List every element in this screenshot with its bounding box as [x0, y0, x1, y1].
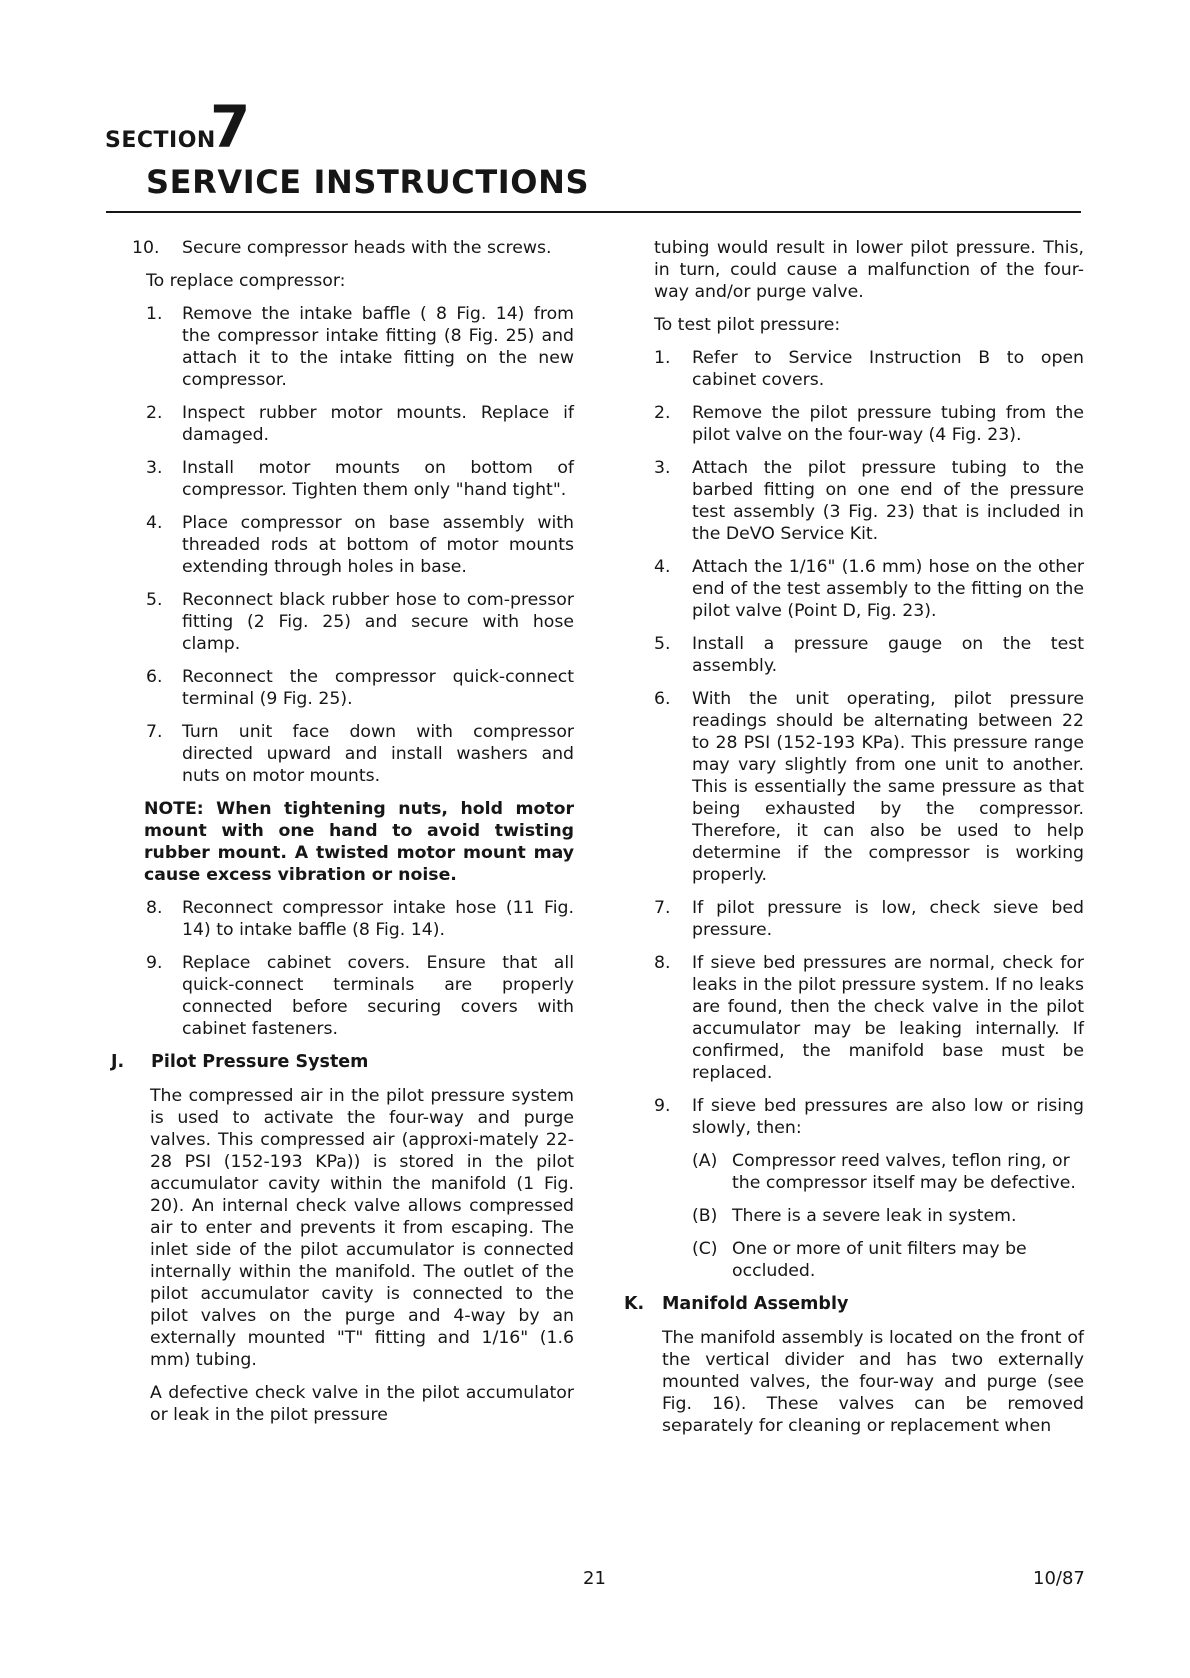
section-number: 7	[210, 93, 251, 161]
list-item	[654, 952, 1084, 1084]
step-text: If sieve bed pressures are also low or rising slowly, then:	[692, 1096, 1084, 1138]
step-number: 9.	[146, 953, 163, 973]
paragraph: tubing would result in lower pilot pressure. This, in turn, could cause a malfunction of the four-way and/or purge valve.	[654, 238, 1084, 302]
list-item	[654, 633, 1084, 677]
list-item	[134, 721, 574, 787]
step-text: Place compressor on base assembly with threaded rods at bottom of motor mounts extending through holes in base.	[182, 513, 574, 577]
left-column	[111, 237, 574, 1437]
step-text: Refer to Service Instruction B to open cabinet covers.	[692, 348, 1084, 390]
section-k-heading	[624, 1293, 1084, 1315]
step-text: Remove the intake baffle ( 8 Fig. 14) from the compressor intake fitting (8 Fig. 25) and attach it to the intake fitting on the new compressor.	[182, 304, 574, 390]
list-item	[134, 952, 574, 1040]
step-number: 1.	[146, 304, 163, 324]
step-number: 9.	[654, 1096, 671, 1116]
step-text: Attach the 1/16" (1.6 mm) hose on the other end of the test assembly to the fitting on the pilot valve (Point D, Fig. 23).	[692, 557, 1084, 621]
sub-letter: (C)	[692, 1239, 718, 1259]
step-text: Install motor mounts on bottom of compressor. Tighten them only "hand tight".	[182, 458, 574, 500]
step-number: 6.	[654, 689, 671, 709]
step-number: 3.	[654, 458, 671, 478]
list-item	[134, 512, 574, 578]
page-number: 21	[583, 1568, 606, 1589]
sub-item	[692, 1205, 1084, 1227]
list-item	[134, 402, 574, 446]
step-number: 10.	[132, 238, 160, 258]
list-item	[654, 402, 1084, 446]
test-intro: To test pilot pressure:	[654, 315, 841, 335]
step-text: Secure compressor heads with the screws.	[182, 238, 552, 258]
paragraph: The manifold assembly is located on the front of the vertical divider and has two externally mounted valves, the four-way and purge (see Fig. 16). These valves can be removed separately for cleaning or replacement when	[662, 1328, 1084, 1436]
step-number: 4.	[654, 557, 671, 577]
step-number: 5.	[146, 590, 163, 610]
step-text: Turn unit face down with compressor directed upward and install washers and nuts on motor mounts.	[182, 722, 574, 786]
step-text: Replace cabinet covers. Ensure that all quick-connect terminals are properly connected before securing covers with cabinet fasteners.	[182, 953, 574, 1039]
step-number: 3.	[146, 458, 163, 478]
step-number: 1.	[654, 348, 671, 368]
section-letter: J.	[111, 1052, 125, 1072]
sub-text: One or more of unit filters may be occluded.	[732, 1239, 1027, 1281]
step-text: Reconnect compressor intake hose (11 Fig. 14) to intake baffle (8 Fig. 14).	[182, 898, 574, 940]
step-number: 8.	[654, 953, 671, 973]
list-item	[654, 347, 1084, 391]
step-number: 6.	[146, 667, 163, 687]
replace-intro: To replace compressor:	[146, 271, 346, 291]
step-text: Inspect rubber motor mounts. Replace if damaged.	[182, 403, 574, 445]
right-column	[624, 237, 1084, 1448]
step-text: Reconnect the compressor quick-connect terminal (9 Fig. 25).	[182, 667, 574, 709]
step-number: 7.	[146, 722, 163, 742]
list-item	[654, 688, 1084, 886]
note-text: NOTE: When tightening nuts, hold motor mount with one hand to avoid twisting rubber mount. A twisted motor mount may cause excess vibration or noise.	[144, 799, 574, 885]
list-item	[134, 666, 574, 710]
list-item	[134, 303, 574, 391]
sub-text: There is a severe leak in system.	[732, 1206, 1017, 1226]
sub-letter: (B)	[692, 1206, 718, 1226]
page-title: SERVICE INSTRUCTIONS	[146, 163, 590, 201]
sub-list	[692, 1150, 1084, 1282]
step-number: 5.	[654, 634, 671, 654]
step-10	[134, 237, 574, 259]
step-text: If pilot pressure is low, check sieve bed pressure.	[692, 898, 1084, 940]
section-title: Pilot Pressure System	[151, 1052, 369, 1072]
step-number: 2.	[146, 403, 163, 423]
step-number: 2.	[654, 403, 671, 423]
step-text: Reconnect black rubber hose to com-pressor fitting (2 Fig. 25) and secure with hose clamp.	[182, 590, 574, 654]
step-text: Attach the pilot pressure tubing to the barbed fitting on one end of the pressure test assembly (3 Fig. 23) that is included in the DeVO Service Kit.	[692, 458, 1084, 544]
step-number: 7.	[654, 898, 671, 918]
section-label: SECTION	[105, 128, 216, 153]
sub-item	[692, 1238, 1084, 1282]
list-item	[654, 1095, 1084, 1139]
step-text: With the unit operating, pilot pressure readings should be alternating between 22 to 28 PSI (152-193 KPa). This pressure range may vary slightly from one unit to another. This is essentially the same pressure as that being exhausted by the compressor. Therefore, it can also be used to help determine if the compressor is working properly.	[692, 689, 1084, 885]
section-title: Manifold Assembly	[662, 1294, 849, 1314]
list-item	[134, 457, 574, 501]
sub-text: Compressor reed valves, teflon ring, or the compressor itself may be defective.	[732, 1151, 1076, 1193]
section-letter: K.	[624, 1294, 645, 1314]
list-item	[134, 589, 574, 655]
step-number: 8.	[146, 898, 163, 918]
list-item	[654, 556, 1084, 622]
paragraph: A defective check valve in the pilot accumulator or leak in the pilot pressure	[150, 1383, 574, 1425]
sub-letter: (A)	[692, 1151, 718, 1171]
header-rule	[106, 211, 1081, 213]
sub-item	[692, 1150, 1084, 1194]
list-item	[654, 897, 1084, 941]
paragraph: The compressed air in the pilot pressure system is used to activate the four-way and purge valves. This compressed air (approxi-mately 22-28 PSI (152-193 KPa)) is stored in the pilot accumulator cavity within the manifold (1 Fig. 20). An internal check valve allows compressed air to enter and prevents it from escaping. The inlet side of the pilot accumulator is connected internally within the manifold. The outlet of the pilot accumulator cavity is connected to the pilot valves on the purge and 4-way by an externally mounted "T" fitting and 1/16" (1.6 mm) tubing.	[150, 1086, 574, 1370]
section-j-heading	[111, 1051, 574, 1073]
step-text: If sieve bed pressures are normal, check for leaks in the pilot pressure system. If no leaks are found, then the check valve in the pilot accumulator may be leaking internally. If confirmed, the manifold base must be replaced.	[692, 953, 1084, 1083]
revision-date: 10/87	[1033, 1568, 1085, 1589]
list-item	[134, 897, 574, 941]
step-text: Remove the pilot pressure tubing from the pilot valve on the four-way (4 Fig. 23).	[692, 403, 1084, 445]
list-item	[654, 457, 1084, 545]
step-number: 4.	[146, 513, 163, 533]
step-text: Install a pressure gauge on the test assembly.	[692, 634, 1084, 676]
